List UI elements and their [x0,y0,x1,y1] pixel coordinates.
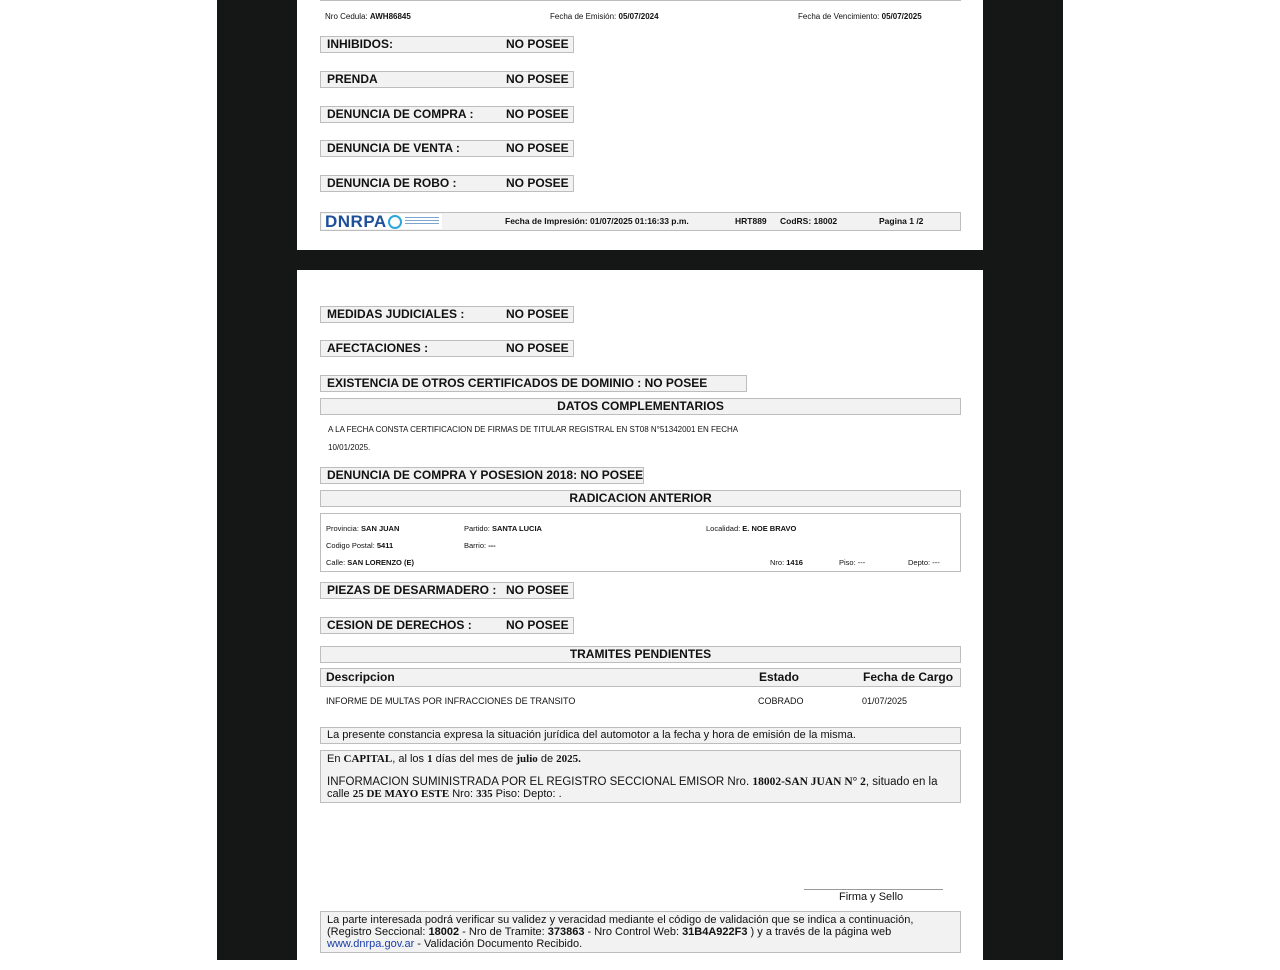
document-page-2 [297,270,983,970]
status-row-afectaciones: AFECTACIONES : NO POSEE [320,340,574,357]
status-row-piezas-desarmadero: PIEZAS DE DESARMADERO : NO POSEE [320,582,574,599]
logo-circle-icon [388,215,402,229]
localidad-field: Localidad: E. NOE BRAVO [706,524,797,533]
cell-estado: COBRADO [758,696,804,706]
top-rule [320,0,961,1]
page-number: Pagina 1 /2 [879,216,924,226]
document-page-1 [297,0,983,250]
codrs: CodRS: 18002 [780,216,838,226]
table-row [320,687,961,711]
tramites-table-header [320,668,961,687]
piso-field: Piso: --- [839,558,866,567]
logo-lines-icon [405,217,439,226]
barrio-field: Barrio: --- [464,541,496,550]
header-fecha-cargo: Fecha de Cargo [863,670,954,684]
cedula-field: Nro Cedula: AWH86845 [325,12,411,21]
radicacion-anterior-title: RADICACION ANTERIOR [320,490,961,507]
verificacion-line3: www.dnrpa.gov.ar - Validación Documento Recibido. [327,938,583,950]
depto-field: Depto: --- [908,558,940,567]
vencimiento-field: Fecha de Vencimiento: 05/07/2025 [798,12,922,21]
status-row-denuncia-venta: DENUNCIA DE VENTA : NO POSEE [320,140,574,157]
constancia-text: La presente constancia expresa la situación jurídica del automotor a la fecha y hora de emisión de la misma. [320,727,961,744]
datos-complementarios-line1: A LA FECHA CONSTA CERTIFICACION DE FIRMAS DE TITULAR REGISTRAL EN ST08 N°51342001 EN FECHA [328,425,739,434]
status-row-prenda: PRENDA NO POSEE [320,71,574,88]
calle-field: Calle: SAN LORENZO (E) [326,558,414,567]
registro-info-line2: calle 25 DE MAYO ESTE Nro: 335 Piso: Depto: . [327,788,562,800]
status-row-denuncia-robo: DENUNCIA DE ROBO : NO POSEE [320,175,574,192]
signature-line [804,889,943,890]
status-row-denuncia-compra: DENUNCIA DE COMPRA : NO POSEE [320,106,574,123]
verificacion-line1: La parte interesada podrá verificar su validez y veracidad mediante el código de validación que se indica a continuación, [327,914,914,926]
codigo-postal-field: Codigo Postal: 5411 [326,541,394,550]
denuncia-compra-posesion-row: DENUNCIA DE COMPRA Y POSESION 2018: NO POSEE [320,467,644,484]
dnrpa-link[interactable]: www.dnrpa.gov.ar [327,938,415,950]
registro-info-line1: INFORMACION SUMINISTRADA POR EL REGISTRO SECCIONAL EMISOR Nro. 18002-SAN JUAN N° 2, situado en la [327,776,938,788]
datos-complementarios-title: DATOS COMPLEMENTARIOS [320,398,961,415]
lugar-fecha-box [320,750,961,803]
firma-sello-label: Firma y Sello [839,891,904,903]
header-descripcion: Descripcion [326,670,395,684]
status-row-medidas-judiciales: MEDIDAS JUDICIALES : NO POSEE [320,306,574,323]
dnrpa-logo [322,214,442,229]
radicacion-details [320,513,961,572]
header-estado: Estado [759,670,800,684]
datos-complementarios-line2: 10/01/2025. [328,443,371,452]
emision-field: Fecha de Emisión: 05/07/2024 [550,12,659,21]
status-row-cesion-derechos: CESION DE DERECHOS : NO POSEE [320,617,574,634]
verificacion-box [320,911,961,953]
logo-text: DNRPA [325,212,387,231]
lugar-fecha-line: En CAPITAL, al los 1 días del mes de julio de 2025. [327,753,581,765]
tramites-pendientes-title: TRAMITES PENDIENTES [320,646,961,663]
status-row-inhibidos: INHIBIDOS: NO POSEE [320,36,574,53]
vehicle-domain: HRT889 [735,216,767,226]
print-date: Fecha de Impresión: 01/07/2025 01:16:33 p.m. [505,216,689,226]
provincia-field: Provincia: SAN JUAN [326,524,400,533]
nro-field: Nro: 1416 [770,558,803,567]
cell-descripcion: INFORME DE MULTAS POR INFRACCIONES DE TRANSITO [326,696,576,706]
partido-field: Partido: SANTA LUCIA [464,524,542,533]
verificacion-line2: (Registro Seccional: 18002 - Nro de Tramite: 373863 - Nro Control Web: 31B4A922F3 ) y a través de la página web [327,926,892,938]
page-footer [320,212,961,231]
otros-certificados-row: EXISTENCIA DE OTROS CERTIFICADOS DE DOMINIO : NO POSEE [320,375,747,392]
cell-fecha-cargo: 01/07/2025 [862,696,908,706]
